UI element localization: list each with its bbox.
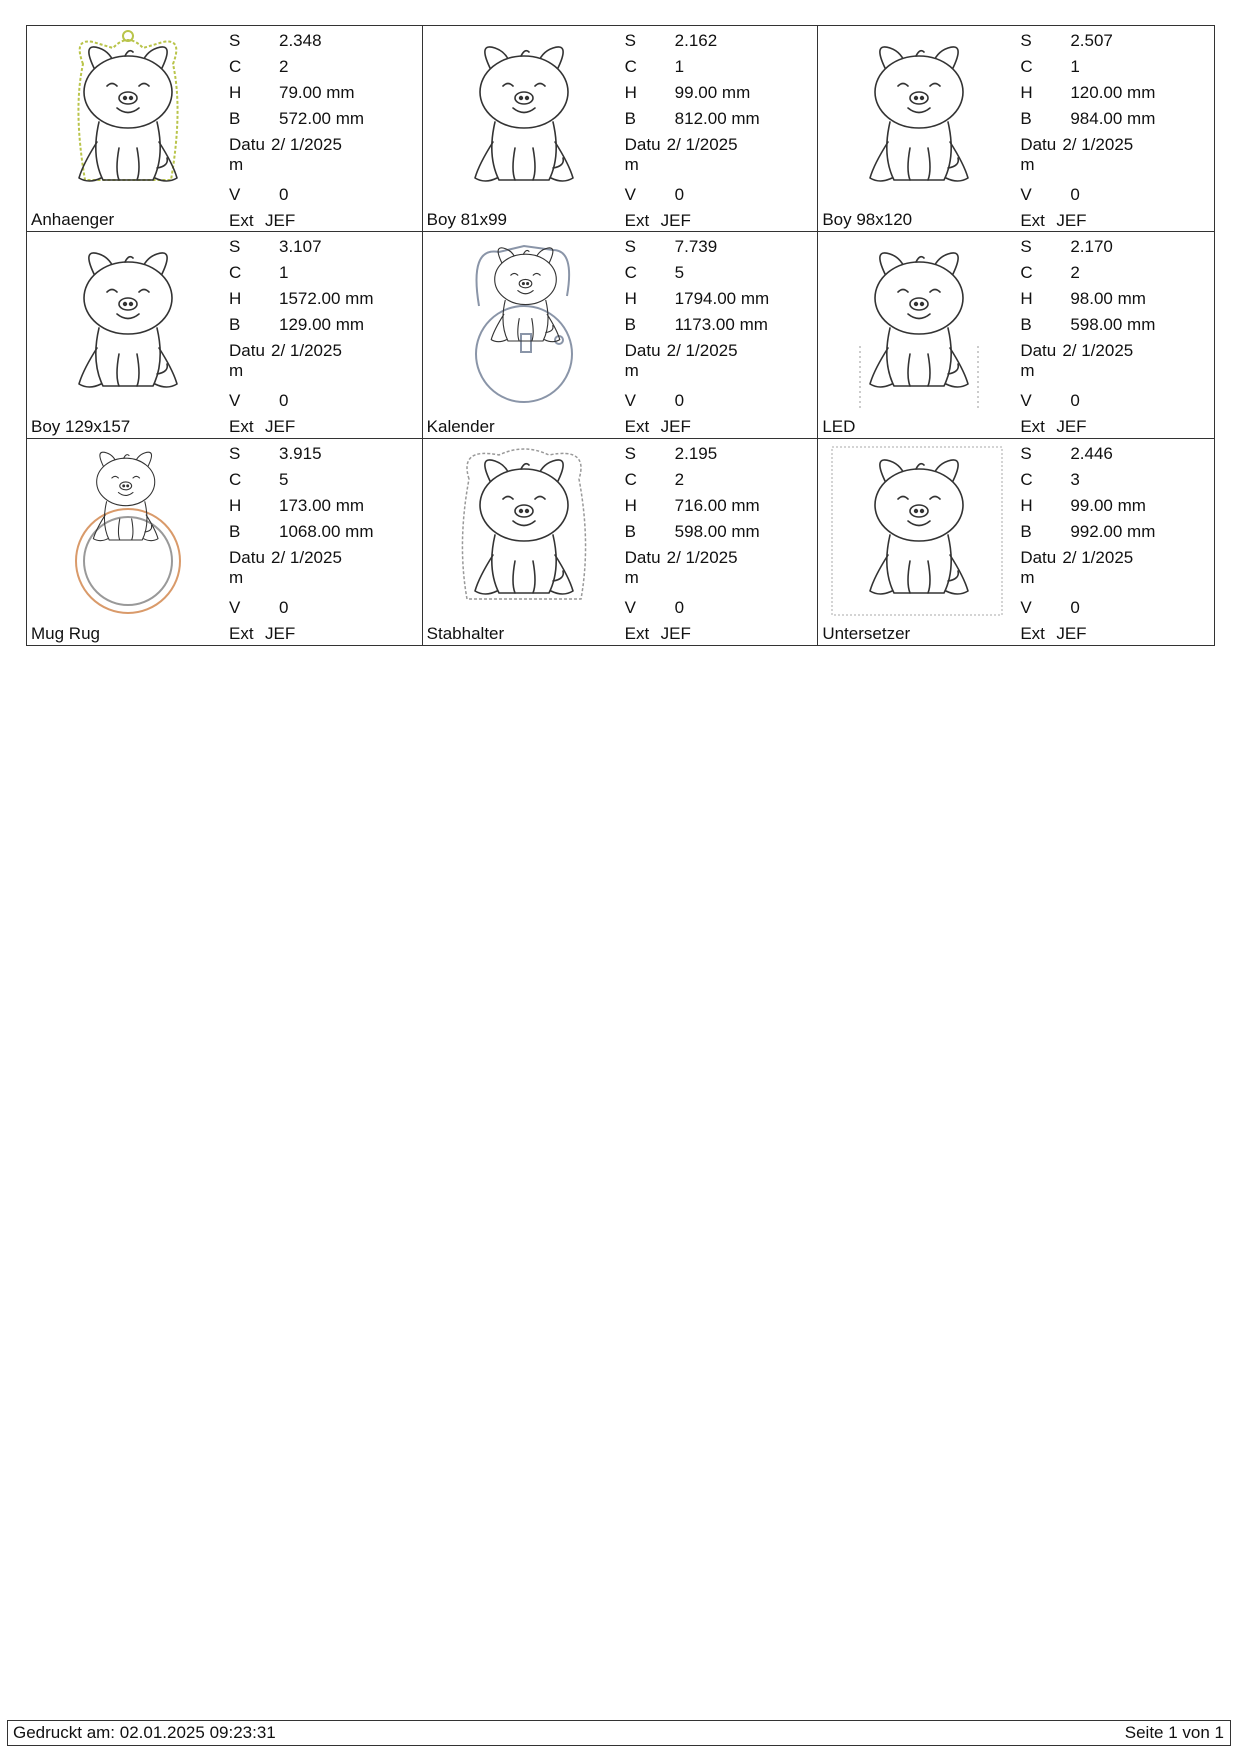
design-info: [1020, 441, 1155, 645]
info-label: Datu m: [1020, 547, 1057, 587]
info-value: 2/ 1/2025: [1062, 135, 1134, 154]
info-label: Datu m: [624, 341, 661, 381]
info-row-s: [625, 28, 760, 54]
info-label: B: [229, 521, 241, 541]
info-label: S: [624, 31, 636, 50]
info-value: 5: [674, 263, 685, 283]
info-value: 0: [1070, 185, 1080, 204]
design-name: Boy 98x120: [822, 210, 913, 230]
info-value: 572.00 mm: [279, 109, 365, 128]
info-label: Datu m: [229, 547, 265, 587]
info-row-v: [229, 388, 374, 414]
info-label: S: [229, 31, 241, 50]
info-value: 1572.00 mm: [279, 289, 374, 309]
info-value: 2/ 1/2025: [1062, 341, 1134, 361]
design-card: [423, 232, 819, 438]
info-row-ext: [625, 208, 760, 232]
info-row-h: [229, 286, 374, 312]
design-thumbnail: [33, 30, 223, 206]
info-label: Datu m: [1020, 341, 1057, 381]
design-info: [1020, 234, 1155, 438]
info-row-b: [229, 519, 374, 545]
info-value: 2/ 1/2025: [666, 341, 738, 361]
info-value: JEF: [660, 211, 691, 230]
info-label: Datu m: [624, 547, 661, 587]
design-card: [27, 232, 423, 438]
info-label: Datu m: [229, 341, 265, 381]
info-row-h: [625, 493, 760, 519]
info-value: 2.446: [1070, 443, 1113, 463]
info-value: JEF: [660, 417, 691, 437]
design-name: Anhaenger: [31, 210, 115, 230]
info-row-s: [229, 28, 364, 54]
info-value: 2/ 1/2025: [271, 341, 342, 361]
info-value: 812.00 mm: [674, 109, 760, 128]
info-label: H: [1020, 289, 1033, 309]
info-label: C: [229, 263, 242, 283]
info-value: 2/ 1/2025: [1062, 547, 1134, 567]
design-thumbnail: [429, 236, 619, 412]
info-label: V: [1020, 391, 1032, 411]
design-thumbnail: [824, 236, 1014, 412]
info-row-c: [229, 467, 374, 493]
info-row-datum: [229, 132, 364, 182]
print-footer: [7, 1720, 1231, 1746]
info-row-ext: [1020, 621, 1155, 645]
info-row-h: [229, 80, 364, 106]
design-name: Kalender: [426, 416, 495, 436]
info-label: S: [1020, 31, 1032, 50]
info-row-datum: [1020, 132, 1155, 182]
design-info: [229, 441, 374, 645]
info-value: 3.107: [279, 237, 322, 257]
design-card: [423, 26, 819, 232]
design-card: [423, 439, 819, 645]
info-label: S: [229, 237, 241, 257]
design-card: [818, 232, 1214, 438]
info-row-s: [1020, 234, 1155, 260]
info-label: Datu m: [1020, 135, 1057, 174]
info-value: 2/ 1/2025: [666, 547, 738, 567]
info-label: S: [624, 237, 636, 257]
info-row-s: [625, 441, 760, 467]
info-label: H: [229, 83, 242, 102]
info-row-v: [1020, 595, 1155, 621]
design-info: [625, 441, 760, 645]
info-row-b: [625, 519, 760, 545]
info-label: Ext: [1020, 623, 1045, 643]
info-value: JEF: [1056, 623, 1087, 643]
info-label: B: [1020, 109, 1032, 128]
info-value: 98.00 mm: [1070, 289, 1146, 309]
design-name: Mug Rug: [31, 623, 100, 643]
design-grid: [26, 25, 1215, 646]
info-row-datum: [625, 338, 770, 388]
info-value: 120.00 mm: [1070, 83, 1156, 102]
info-label: C: [624, 57, 637, 76]
design-name: Boy 129x157: [31, 416, 131, 436]
info-row-b: [1020, 519, 1155, 545]
info-value: 2: [279, 57, 289, 76]
design-info: [625, 28, 760, 232]
design-name: Stabhalter: [426, 623, 505, 643]
info-row-b: [625, 312, 770, 338]
info-row-c: [625, 467, 760, 493]
info-value: 598.00 mm: [1070, 315, 1156, 335]
info-value: 2.170: [1070, 237, 1113, 257]
design-thumbnail: [824, 30, 1014, 206]
info-row-datum: [1020, 545, 1155, 595]
info-row-h: [1020, 80, 1155, 106]
info-value: 984.00 mm: [1070, 109, 1156, 128]
info-value: 2: [1070, 263, 1080, 283]
info-value: JEF: [1056, 417, 1087, 437]
info-row-s: [1020, 441, 1155, 467]
info-value: 0: [674, 391, 685, 411]
info-value: 79.00 mm: [279, 83, 355, 102]
info-label: B: [624, 315, 636, 335]
info-row-ext: [625, 621, 760, 645]
info-value: JEF: [1056, 211, 1087, 230]
info-row-s: [625, 234, 770, 260]
info-value: 2.348: [279, 31, 322, 50]
info-label: Ext: [1020, 211, 1045, 230]
info-value: 2: [674, 469, 685, 489]
info-label: V: [624, 391, 636, 411]
info-row-ext: [229, 621, 374, 645]
info-row-c: [1020, 260, 1155, 286]
info-row-ext: [229, 414, 374, 438]
info-value: JEF: [660, 623, 691, 643]
info-row-h: [1020, 493, 1155, 519]
info-row-h: [229, 493, 374, 519]
info-label: H: [1020, 495, 1033, 515]
info-value: 3.915: [279, 443, 322, 463]
info-label: H: [624, 495, 637, 515]
design-info: [625, 234, 770, 438]
info-label: Ext: [229, 211, 254, 230]
info-row-v: [625, 182, 760, 208]
info-label: C: [1020, 263, 1033, 283]
design-thumbnail: [33, 236, 223, 412]
info-row-ext: [229, 208, 364, 232]
info-value: 0: [1070, 391, 1080, 411]
info-row-datum: [625, 545, 760, 595]
info-label: Ext: [229, 623, 254, 643]
info-label: S: [229, 443, 241, 463]
design-name: Boy 81x99: [426, 210, 507, 230]
info-label: V: [229, 185, 241, 204]
info-value: 1: [1070, 57, 1080, 76]
info-row-s: [1020, 28, 1155, 54]
info-value: 0: [279, 391, 289, 411]
design-info: [229, 28, 364, 232]
info-row-ext: [625, 414, 770, 438]
design-card: [818, 26, 1214, 232]
info-value: 3: [1070, 469, 1080, 489]
info-value: 99.00 mm: [674, 83, 751, 102]
info-row-b: [229, 106, 364, 132]
info-value: 7.739: [674, 237, 718, 257]
info-value: 0: [674, 597, 685, 617]
info-value: 1068.00 mm: [279, 521, 374, 541]
info-value: 129.00 mm: [279, 315, 365, 335]
design-thumbnail: [824, 443, 1014, 619]
info-row-h: [1020, 286, 1155, 312]
page-indicator: Seite 1 von 1: [1124, 1723, 1224, 1742]
info-row-v: [1020, 388, 1155, 414]
info-label: Datu m: [229, 135, 265, 174]
info-label: C: [229, 469, 242, 489]
info-value: 5: [279, 469, 289, 489]
info-row-datum: [625, 132, 760, 182]
info-row-v: [229, 182, 364, 208]
info-row-ext: [1020, 414, 1155, 438]
design-thumbnail: [429, 30, 619, 206]
info-label: V: [229, 597, 241, 617]
info-value: 0: [674, 185, 685, 204]
design-thumbnail: [33, 443, 223, 619]
info-label: C: [1020, 469, 1033, 489]
info-value: 0: [279, 597, 289, 617]
info-label: S: [1020, 237, 1032, 257]
info-label: B: [624, 521, 636, 541]
info-label: B: [229, 109, 241, 128]
info-row-datum: [229, 545, 374, 595]
info-row-b: [1020, 312, 1155, 338]
info-value: 2.195: [674, 443, 718, 463]
info-value: 2/ 1/2025: [271, 135, 342, 154]
design-name: Untersetzer: [822, 623, 911, 643]
info-row-c: [1020, 54, 1155, 80]
info-label: V: [624, 597, 636, 617]
info-row-c: [625, 260, 770, 286]
info-value: 992.00 mm: [1070, 521, 1156, 541]
info-row-datum: [229, 338, 374, 388]
info-row-v: [625, 388, 770, 414]
info-value: 2.162: [674, 31, 718, 50]
info-row-v: [1020, 182, 1155, 208]
info-value: JEF: [265, 211, 296, 230]
info-value: 0: [1070, 597, 1080, 617]
info-value: 2.507: [1070, 31, 1113, 50]
info-value: 598.00 mm: [674, 521, 760, 541]
info-row-b: [625, 106, 760, 132]
design-name: LED: [822, 416, 856, 436]
info-label: Datu m: [624, 135, 661, 174]
info-label: B: [1020, 521, 1032, 541]
info-row-c: [1020, 467, 1155, 493]
info-value: 99.00 mm: [1070, 495, 1146, 515]
info-label: V: [229, 391, 241, 411]
info-label: H: [624, 289, 637, 309]
info-label: H: [229, 289, 242, 309]
info-row-s: [229, 441, 374, 467]
info-value: 0: [279, 185, 289, 204]
info-label: B: [229, 315, 241, 335]
info-label: H: [624, 83, 637, 102]
info-row-v: [229, 595, 374, 621]
info-value: 716.00 mm: [674, 495, 760, 515]
info-label: C: [624, 469, 637, 489]
info-label: C: [624, 263, 637, 283]
info-row-b: [1020, 106, 1155, 132]
info-label: S: [624, 443, 636, 463]
design-info: [1020, 28, 1155, 232]
info-row-h: [625, 286, 770, 312]
info-row-c: [229, 260, 374, 286]
info-value: 2/ 1/2025: [666, 135, 738, 154]
info-label: Ext: [229, 417, 254, 437]
info-value: JEF: [265, 417, 296, 437]
info-value: 173.00 mm: [279, 495, 365, 515]
design-card: [27, 26, 423, 232]
printed-timestamp: Gedruckt am: 02.01.2025 09:23:31: [13, 1723, 276, 1742]
info-value: 1: [674, 57, 685, 76]
info-row-c: [625, 54, 760, 80]
design-thumbnail: [429, 443, 619, 619]
info-label: B: [624, 109, 636, 128]
info-label: Ext: [624, 417, 650, 437]
info-row-ext: [1020, 208, 1155, 232]
info-label: V: [624, 185, 636, 204]
info-label: Ext: [1020, 417, 1045, 437]
info-label: H: [229, 495, 242, 515]
info-row-b: [229, 312, 374, 338]
info-value: 2/ 1/2025: [271, 547, 342, 567]
info-value: 1173.00 mm: [674, 315, 768, 335]
info-value: JEF: [265, 623, 296, 643]
info-label: V: [1020, 185, 1032, 204]
info-label: Ext: [624, 623, 650, 643]
info-label: H: [1020, 83, 1033, 102]
info-label: V: [1020, 597, 1032, 617]
info-value: 1794.00 mm: [674, 289, 770, 309]
info-row-c: [229, 54, 364, 80]
info-label: S: [1020, 443, 1032, 463]
info-value: 1: [279, 263, 289, 283]
info-row-datum: [1020, 338, 1155, 388]
design-card: [818, 439, 1214, 645]
design-info: [229, 234, 374, 438]
info-label: C: [1020, 57, 1033, 76]
info-label: B: [1020, 315, 1032, 335]
info-row-s: [229, 234, 374, 260]
info-row-v: [625, 595, 760, 621]
info-row-h: [625, 80, 760, 106]
info-label: C: [229, 57, 242, 76]
design-card: [27, 439, 423, 645]
info-label: Ext: [624, 211, 650, 230]
